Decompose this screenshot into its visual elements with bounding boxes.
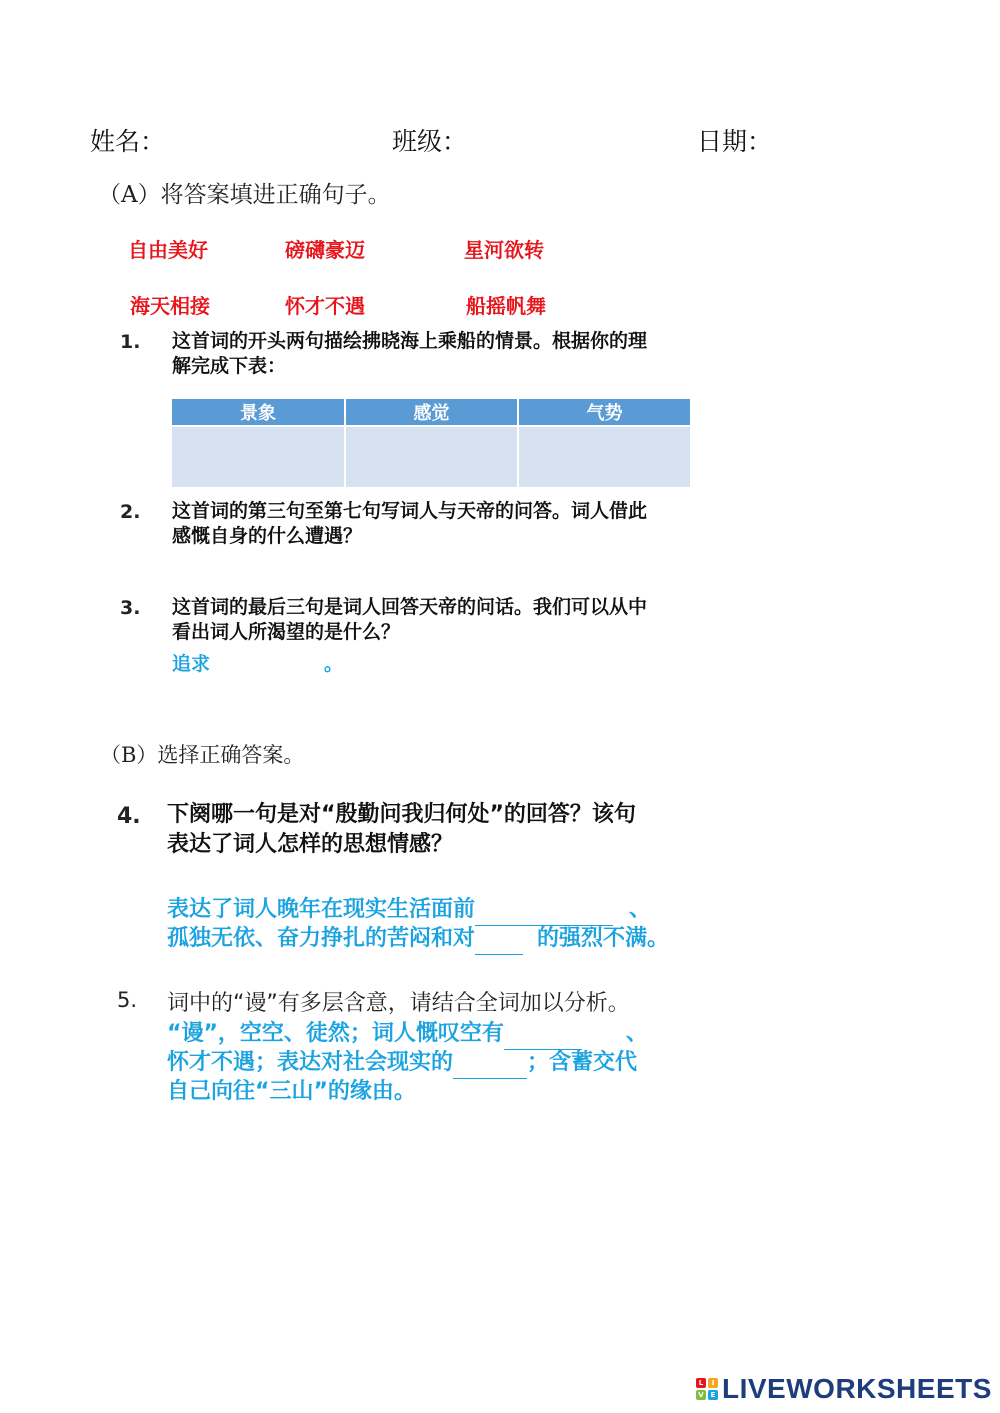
table-header-momentum: 气势	[518, 399, 691, 426]
question-4-answer-text: 表达了词人晚年在现实生活面前	[167, 897, 476, 922]
question-2-line1: 这首词的第三句至第七句写词人与天帝的问答。词人借此	[172, 500, 648, 522]
question-2-line2: 感慨自身的什么遭遇？	[172, 525, 363, 547]
question-1-line2: 解完成下表：	[172, 355, 287, 377]
class-label: 班级：	[392, 127, 468, 156]
word-bank-item[interactable]: 海天相接	[130, 294, 210, 318]
table-header-scene: 景象	[172, 399, 345, 426]
question-4-text	[167, 800, 636, 860]
question-4-answer-line2	[167, 924, 669, 955]
question-3-line1: 这首词的最后三句是词人回答天帝的问话。我们可以从中	[172, 596, 648, 618]
question-4-line2: 表达了词人怎样的思想情感？	[167, 832, 454, 857]
question-4-line1: 下阕哪一句是对“殷勤问我归何处”的回答？该句	[167, 802, 636, 827]
table-cell-momentum[interactable]	[518, 426, 691, 487]
question-5-number: 5.	[117, 988, 138, 1012]
question-4-answer-line1	[167, 895, 651, 926]
logo-letter: L	[696, 1378, 706, 1388]
question-4-blank-1[interactable]	[475, 895, 613, 926]
question-5-blank-2[interactable]	[453, 1048, 527, 1079]
question-1-number: 1.	[120, 331, 141, 353]
question-5-answer-text: ；含蓄交代	[527, 1050, 638, 1075]
logo-text: LIVEWORKSHEETS	[722, 1373, 992, 1404]
question-3-answer-end: 。	[324, 653, 344, 675]
word-bank-item[interactable]: 星河欲转	[464, 238, 544, 262]
logo-letter: V	[696, 1390, 706, 1400]
table-header-feeling: 感觉	[345, 399, 518, 426]
question-2-number: 2.	[120, 501, 141, 523]
logo-letter: E	[708, 1390, 718, 1400]
question-5-answer-text: 、	[625, 1021, 648, 1046]
word-bank-item[interactable]: 怀才不遇	[285, 294, 365, 318]
question-5-blank-1[interactable]	[504, 1019, 582, 1050]
question-5-answer-text: “谩”，空空、徒然；词人慨叹空有	[167, 1021, 504, 1046]
question-3-line2: 看出词人所渴望的是什么？	[172, 621, 401, 643]
question-4-number: 4.	[117, 804, 141, 829]
word-bank-item[interactable]: 磅礴豪迈	[285, 238, 365, 262]
liveworksheets-logo	[696, 1373, 992, 1405]
logo-letter: I	[708, 1378, 718, 1388]
word-bank-item[interactable]: 船摇帆舞	[466, 294, 546, 318]
question-1-text	[172, 329, 647, 379]
question-4-answer-text: 、	[629, 897, 652, 922]
word-bank-item[interactable]: 自由美好	[128, 238, 208, 262]
question-5-answer-text: 怀才不遇；表达对社会现实的	[167, 1050, 454, 1075]
table-cell-feeling[interactable]	[345, 426, 518, 487]
answer-table	[172, 399, 692, 487]
section-a-title: （A）将答案填进正确句子。	[98, 182, 391, 208]
question-3-number: 3.	[120, 597, 141, 619]
question-4-answer-text: 孤独无依、奋力挣扎的苦闷和对	[167, 926, 476, 951]
question-1-line1: 这首词的开头两句描绘拂晓海上乘船的情景。根据你的理	[172, 330, 648, 352]
question-5-answer-line3: 自己向往“三山”的缘由。	[167, 1079, 416, 1104]
date-label: 日期：	[697, 127, 773, 156]
question-5-answer-line1	[167, 1019, 648, 1050]
question-3-answer-blank[interactable]	[226, 650, 324, 674]
name-label: 姓名：	[90, 127, 166, 156]
question-5-text: 词中的“谩”有多层含意，请结合全词加以分析。	[167, 991, 630, 1016]
question-5-answer-line2	[167, 1048, 637, 1079]
question-3-text	[172, 595, 647, 645]
question-4-blank-2[interactable]	[475, 924, 523, 955]
logo-grid-icon	[696, 1378, 718, 1400]
table-cell-scene[interactable]	[172, 426, 345, 487]
question-4-answer-text: 的强烈不满。	[537, 926, 670, 951]
question-3-answer-prefix: 追求	[172, 653, 211, 675]
question-2-text	[172, 499, 647, 549]
section-b-title: （B）选择正确答案。	[100, 743, 305, 767]
